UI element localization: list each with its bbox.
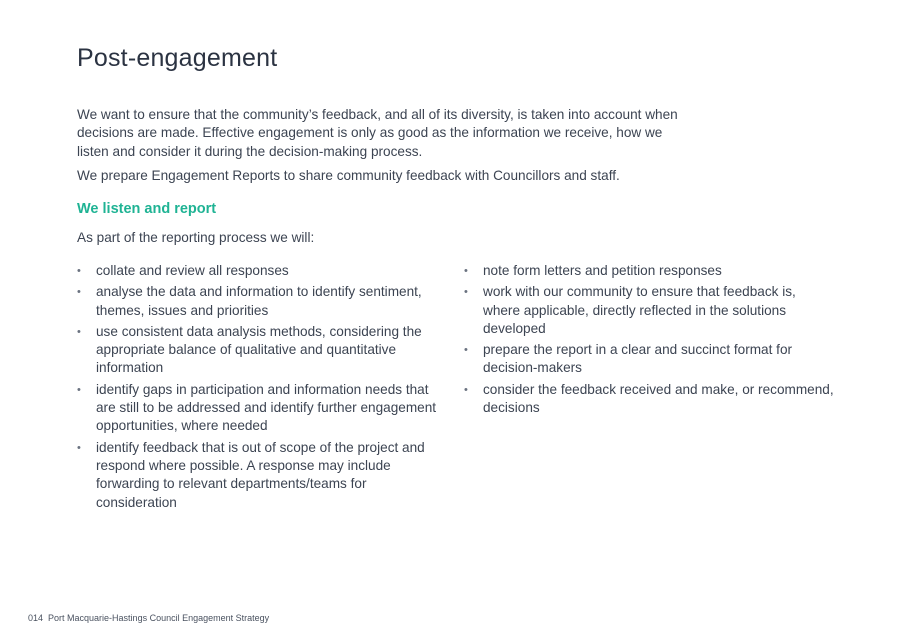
list-item-text: note form letters and petition responses <box>483 263 722 278</box>
bullet-icon: • <box>464 383 468 396</box>
list-item-text: use consistent data analysis methods, considering the appropriate balance of qualitative and quantitative information <box>96 323 422 376</box>
list-item <box>77 262 447 280</box>
bullet-list-left <box>77 262 447 515</box>
page-number: 014 <box>28 613 44 623</box>
list-item <box>464 381 834 418</box>
list-item <box>464 262 834 280</box>
list-item <box>77 381 447 436</box>
bullet-icon: • <box>464 344 468 357</box>
list-item-text: prepare the report in a clear and succinct format for decision-makers <box>483 342 793 376</box>
bullet-list-right <box>464 262 834 420</box>
list-item-text: identify gaps in participation and information needs that are still to be addressed and identify further engagement opportunities, where needed <box>96 381 437 434</box>
bullet-icon: • <box>464 265 468 277</box>
list-item <box>77 323 447 378</box>
bullet-icon: • <box>77 265 81 277</box>
list-item-text: consider the feedback received and make, or recommend, decisions <box>483 381 834 416</box>
section-heading: We listen and report <box>77 201 217 217</box>
list-item <box>77 439 447 512</box>
list-item <box>464 283 834 338</box>
bullet-icon: • <box>77 286 81 299</box>
page-footer <box>28 613 269 623</box>
section-lead: As part of the reporting process we will: <box>77 230 315 245</box>
list-item-text: identify feedback that is out of scope of the project and respond where possible. A response may include forwarding to relevant departments/teams for consideration <box>96 439 425 510</box>
list-item-text: work with our community to ensure that feedback is, where applicable, directly reflected in the solutions developed <box>483 284 796 336</box>
list-item <box>464 341 834 378</box>
intro-paragraph: We prepare Engagement Reports to share community feedback with Councillors and staff. <box>77 167 620 183</box>
page-title: Post-engagement <box>77 44 278 72</box>
bullet-icon: • <box>464 286 468 299</box>
bullet-icon: • <box>77 441 81 454</box>
document-title: Port Macquarie-Hastings Council Engagement Strategy <box>48 613 270 623</box>
bullet-icon: • <box>77 325 81 338</box>
list-item-text: collate and review all responses <box>96 263 289 278</box>
list-item-text: analyse the data and information to identify sentiment, themes, issues and priorities <box>96 284 422 318</box>
list-item <box>77 283 447 320</box>
intro-paragraph: We want to ensure that the community’s feedback, and all of its diversity, is taken into account when decisions are made. Effective engagement is only as good as the information we receive, how we listen and consider it during the decision-making process. <box>77 107 678 159</box>
bullet-icon: • <box>77 383 81 396</box>
intro-section <box>77 106 687 185</box>
